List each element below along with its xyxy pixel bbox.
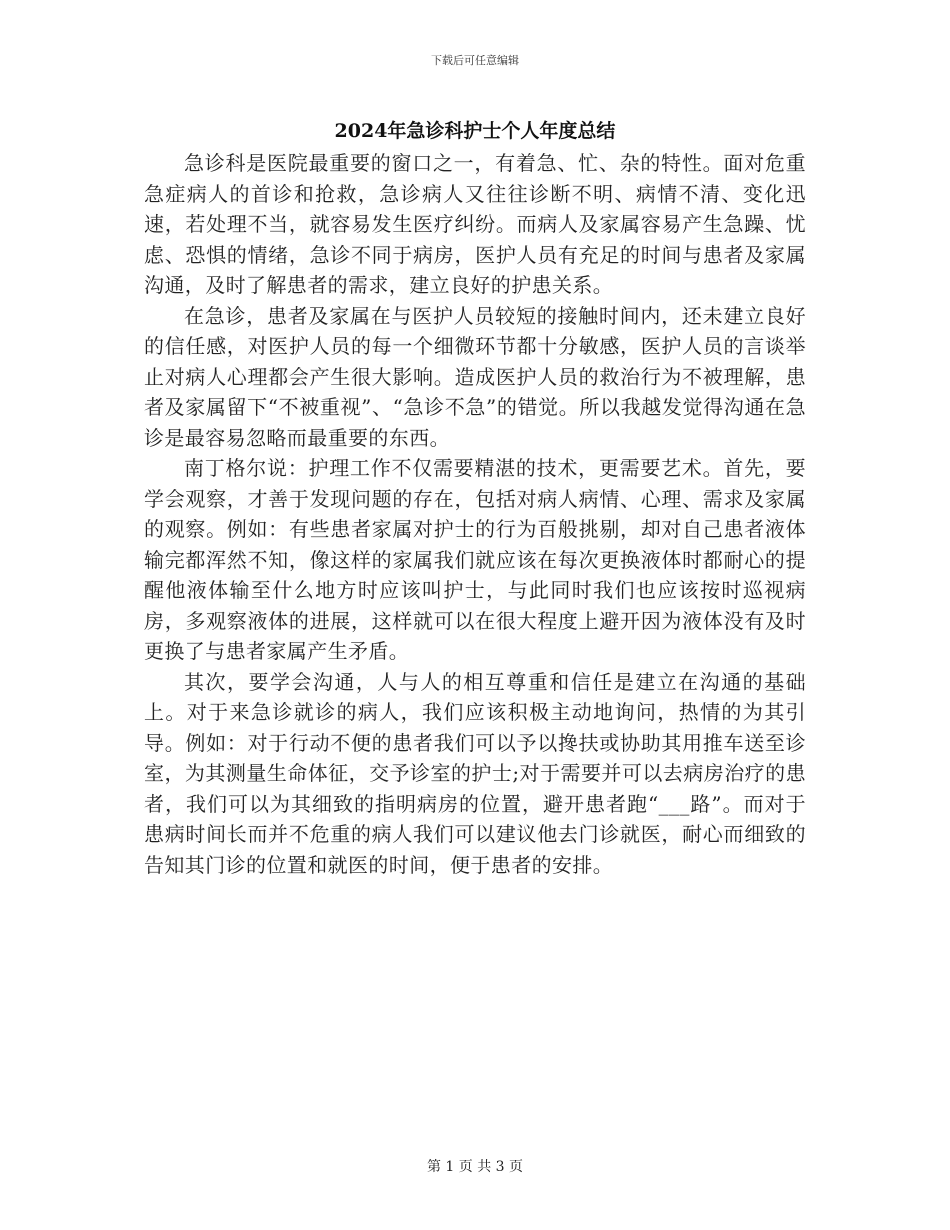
- page-number-footer: 第 1 页 共 3 页: [426, 1159, 524, 1175]
- body-paragraph-4: 其次，要学会沟通，人与人的相互尊重和信任是建立在沟通的基础上。对于来急诊就诊的病人，我们应该积极主动地询问，热情的为其引导。例如：对于行动不便的患者我们可以予以搀扶或协助其用推车送至诊室，为其测量生命体征，交予诊室的护士;对于需要并可以去病房治疗的患者，我们可以为其细致的指明病房的位置，避开患者跑“___路”。而对于患病时间长而并不危重的病人我们可以建议他去门诊就医，耐心而细致的告知其门诊的位置和就医的时间，便于患者的安排。: [144, 669, 806, 877]
- body-paragraph-1: 急诊科是医院最重要的窗口之一，有着急、忙、杂的特性。面对危重急症病人的首诊和抢救，急诊病人又往往诊断不明、病情不清、变化迅速，若处理不当，就容易发生医疗纠纷。而病人及家属容易产生急躁、忧虑、恐惧的情绪，急诊不同于病房，医护人员有充足的时间与患者及家属沟通，及时了解患者的需求，建立良好的护患关系。: [144, 151, 806, 297]
- document-body: [144, 148, 806, 880]
- page-header-note: 下载后可任意编辑: [431, 54, 519, 67]
- body-paragraph-3: 南丁格尔说：护理工作不仅需要精湛的技术，更需要艺术。首先，要学会观察，才善于发现问题的存在，包括对病人病情、心理、需求及家属的观察。例如：有些患者家属对护士的行为百般挑剔，却对自己患者液体输完都浑然不知，像这样的家属我们就应该在每次更换液体时都耐心的提醒他液体输至什么地方时应该叫护士，与此同时我们也应该按时巡视病房，多观察液体的进展，这样就可以在很大程度上避开因为液体没有及时更换了与患者家属产生矛盾。: [144, 456, 806, 663]
- document-title: 2024年急诊科护士个人年度总结: [334, 120, 616, 142]
- body-paragraph-2: 在急诊，患者及家属在与医护人员较短的接触时间内，还未建立良好的信任感，对医护人员的每一个细微环节都十分敏感，医护人员的言谈举止对病人心理都会产生很大影响。造成医护人员的救治行为不被理解，患者及家属留下“不被重视”、“急诊不急”的错觉。所以我越发觉得沟通在急诊是最容易忽略而最重要的东西。: [144, 303, 806, 450]
